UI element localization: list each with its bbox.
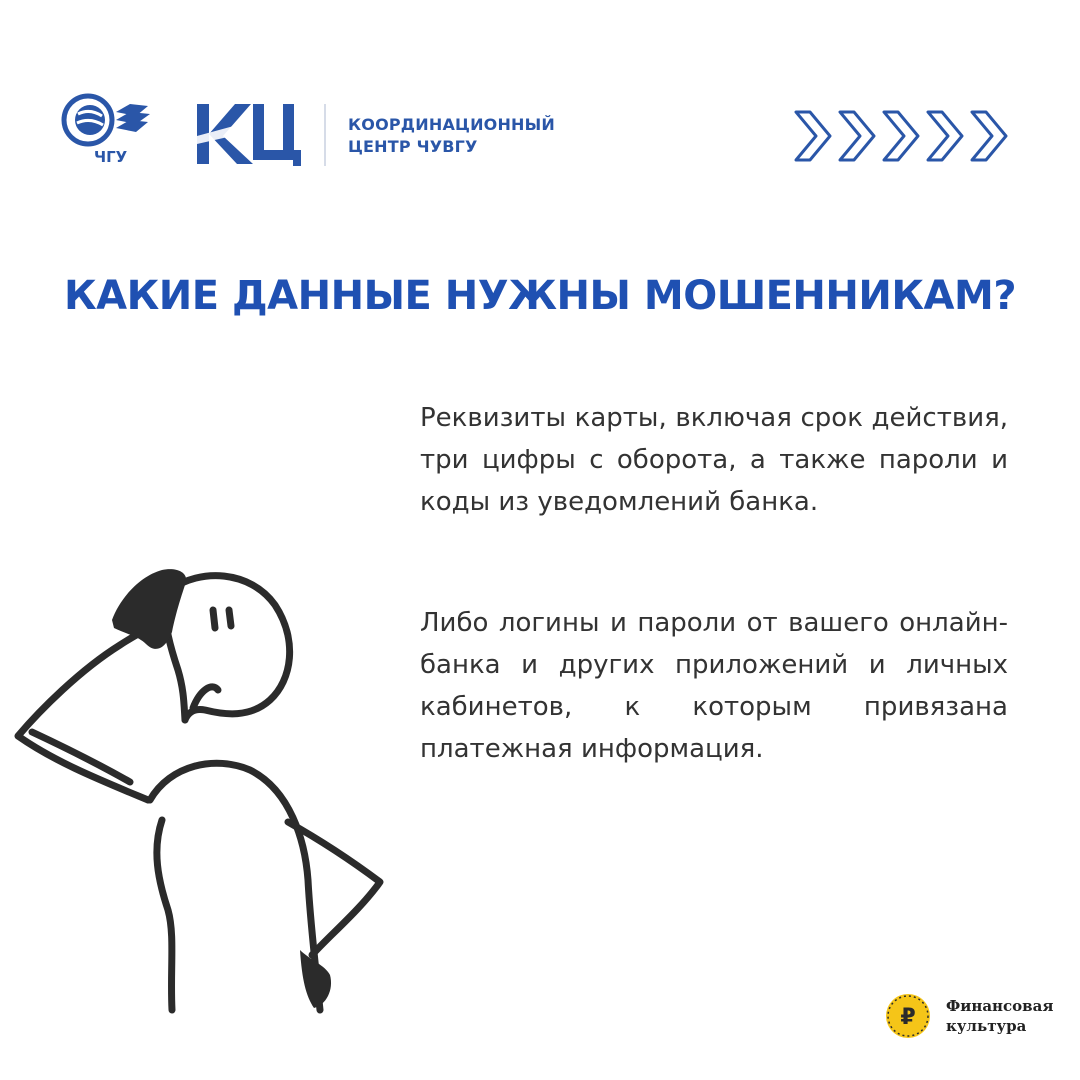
center-name — [348, 114, 555, 158]
chgu-logo-text: ЧГУ — [94, 148, 128, 166]
logo-divider — [324, 104, 326, 166]
kc-logo — [195, 100, 305, 170]
confused-person-illustration — [0, 550, 400, 1030]
paragraph-logins: Либо логины и пароли от вашего онлайн-банка и других приложений и личных кабинетов, к которым привязана платежная информация. — [420, 608, 1008, 764]
paragraph-card-details: Реквизиты карты, включая срок действия, три цифры с оборота, а также пароли и коды из уведомлений банка. — [420, 403, 1008, 517]
financial-culture-line1: Финансовая — [946, 997, 1054, 1015]
ruble-coin-icon — [884, 992, 932, 1040]
center-name-line2: ЦЕНТР ЧУВГУ — [348, 137, 478, 156]
ruble-symbol: ₽ — [900, 1005, 916, 1030]
center-name-line1: КООРДИНАЦИОННЫЙ — [348, 115, 556, 134]
chevrons-right-icon — [790, 106, 1012, 166]
financial-culture-label — [946, 996, 1053, 1036]
page-title: КАКИЕ ДАННЫЕ НУЖНЫ МОШЕННИКАМ? — [63, 273, 1017, 319]
chgu-logo — [60, 90, 160, 170]
financial-culture-line2: культура — [946, 1017, 1027, 1035]
hand-shape — [112, 569, 186, 649]
